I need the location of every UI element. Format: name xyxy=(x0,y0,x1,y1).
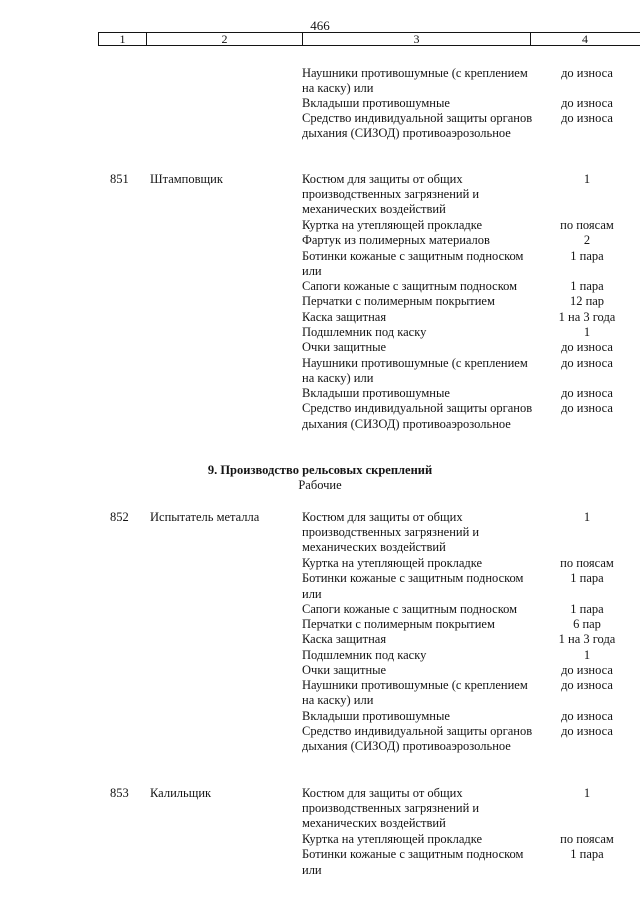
item-quantity: 1 xyxy=(583,172,591,186)
list-item xyxy=(302,602,632,617)
list-item xyxy=(302,632,632,647)
list-item xyxy=(302,111,632,156)
section-title: 9. Производство рельсовых скреплений xyxy=(207,463,433,477)
list-item xyxy=(302,233,632,248)
list-item xyxy=(302,617,632,632)
item-name: Подшлемник под каску xyxy=(302,647,427,662)
item-name: Вкладыши противошумные xyxy=(302,96,450,110)
item-name: Костюм для защиты от общих производственных загрязнений и механических воздействий xyxy=(302,786,480,831)
item-quantity: до износа xyxy=(561,340,613,355)
column-header-row xyxy=(98,32,640,46)
item-quantity: 1 пара xyxy=(570,601,604,616)
item-quantity: по поясам xyxy=(560,218,614,232)
list-item xyxy=(302,832,632,847)
list-item xyxy=(302,172,632,218)
column-header-2: 2 xyxy=(147,33,303,45)
item-quantity: до износа xyxy=(561,111,613,125)
list-item xyxy=(302,510,632,556)
item-quantity: по поясам xyxy=(560,832,614,846)
list-item xyxy=(302,218,632,233)
item-name: Фартук из полимерных материалов xyxy=(302,233,490,248)
item-quantity: 2 xyxy=(583,233,591,248)
item-name: Средство индивидуальной защиты органов дыхания (СИЗОД) противоаэрозольное xyxy=(302,724,533,754)
entry-items xyxy=(302,786,632,878)
list-item xyxy=(302,294,632,309)
item-quantity: 12 пар xyxy=(569,294,605,309)
list-item xyxy=(302,325,632,340)
item-quantity: до износа xyxy=(561,66,613,80)
item-quantity: 1 xyxy=(583,510,591,524)
item-name: Ботинки кожаные с защитным подноском или xyxy=(302,571,524,601)
item-name: Очки защитные xyxy=(302,340,387,355)
profession-name: Штамповщик xyxy=(150,172,223,186)
item-name: Сапоги кожаные с защитным подноском xyxy=(302,279,518,294)
entry-items xyxy=(302,172,632,447)
entry-number: 851 xyxy=(110,172,129,186)
item-name: Костюм для защиты от общих производственных загрязнений и механических воздействий xyxy=(302,172,480,217)
list-item xyxy=(302,556,632,571)
item-quantity: до износа xyxy=(561,662,613,677)
item-name: Куртка на утепляющей прокладке xyxy=(302,218,483,232)
list-item xyxy=(302,386,632,401)
item-quantity: до износа xyxy=(561,678,613,693)
list-item xyxy=(302,356,632,387)
item-name: Вкладыши противошумные xyxy=(302,386,450,401)
item-name: Наушники противошумные (с креплением на каску) или xyxy=(302,678,528,708)
item-quantity: по поясам xyxy=(560,556,614,570)
item-name: Ботинки кожаные с защитным подноском или xyxy=(302,847,524,877)
item-name: Куртка на утепляющей прокладке xyxy=(302,832,483,846)
profession-name: Испытатель металла xyxy=(150,510,260,524)
item-name: Костюм для защиты от общих производственных загрязнений и механических воздействий xyxy=(302,510,480,555)
list-item xyxy=(302,663,632,678)
list-item xyxy=(302,96,632,111)
entry-number: 853 xyxy=(110,786,129,800)
column-header-4: 4 xyxy=(582,32,588,46)
list-item xyxy=(302,340,632,355)
item-name: Каска защитная xyxy=(302,309,387,324)
item-quantity: 6 пар xyxy=(573,617,601,632)
section-subtitle: Рабочие xyxy=(298,478,342,492)
column-header-3: 3 xyxy=(303,33,531,45)
item-name: Очки защитные xyxy=(302,662,387,677)
item-name: Подшлемник под каску xyxy=(302,324,427,339)
item-quantity: 1 пара xyxy=(570,571,604,586)
item-quantity: 1 пара xyxy=(570,847,604,862)
item-quantity: до износа xyxy=(561,708,613,723)
page-number: 466 xyxy=(310,18,330,33)
item-name: Наушники противошумные (с креплением на каску) или xyxy=(302,66,528,96)
column-header-1: 1 xyxy=(99,33,147,45)
item-quantity: до износа xyxy=(561,386,613,401)
list-item xyxy=(302,571,632,602)
item-name: Куртка на утепляющей прокладке xyxy=(302,556,483,570)
item-quantity: до износа xyxy=(561,401,613,416)
item-name: Вкладыши противошумные xyxy=(302,708,450,723)
profession-name: Калильщик xyxy=(150,786,212,800)
entry-number: 852 xyxy=(110,510,129,524)
list-item xyxy=(302,310,632,325)
list-item xyxy=(302,709,632,724)
item-name: Каска защитная xyxy=(302,632,387,647)
item-quantity: до износа xyxy=(561,355,613,370)
item-quantity: 1 xyxy=(583,647,591,662)
item-name: Наушники противошумные (с креплением на каску) или xyxy=(302,355,528,385)
list-item xyxy=(302,678,632,709)
item-name: Сапоги кожаные с защитным подноском xyxy=(302,601,518,616)
list-item xyxy=(302,279,632,294)
item-quantity: до износа xyxy=(561,96,613,110)
item-quantity: 1 пара xyxy=(570,248,604,263)
item-quantity: 1 на 3 года xyxy=(558,632,616,647)
list-item xyxy=(302,401,632,447)
item-quantity: 1 на 3 года xyxy=(558,309,616,324)
item-name: Перчатки с полимерным покрытием xyxy=(302,617,495,632)
item-quantity: 1 xyxy=(583,324,591,339)
continuation-items xyxy=(302,66,632,156)
item-quantity: 1 xyxy=(583,786,591,800)
list-item xyxy=(302,66,632,96)
list-item xyxy=(302,249,632,280)
item-name: Ботинки кожаные с защитным подноском или xyxy=(302,248,524,278)
item-quantity: 1 пара xyxy=(570,279,604,294)
entry-items xyxy=(302,510,632,770)
list-item xyxy=(302,724,632,770)
item-quantity: до износа xyxy=(561,724,613,739)
item-name: Средство индивидуальной защиты органов дыхания (СИЗОД) противоаэрозольное xyxy=(302,111,533,141)
list-item xyxy=(302,648,632,663)
list-item xyxy=(302,786,632,832)
item-name: Средство индивидуальной защиты органов дыхания (СИЗОД) противоаэрозольное xyxy=(302,401,533,431)
list-item xyxy=(302,847,632,878)
item-name: Перчатки с полимерным покрытием xyxy=(302,294,495,309)
